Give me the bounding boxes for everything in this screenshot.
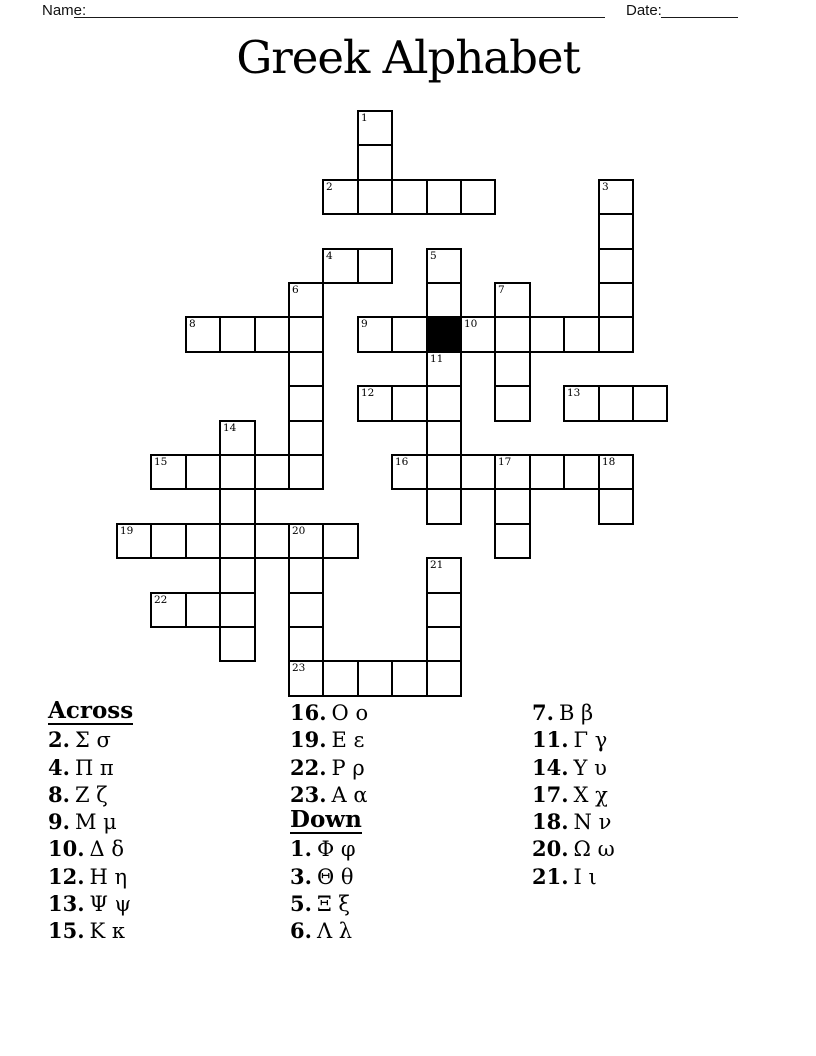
grid-cell[interactable] [219, 626, 256, 662]
cell-number: 11 [430, 353, 444, 365]
clue-text: Ω ω [573, 837, 615, 862]
clue-item [48, 917, 133, 944]
grid-cell[interactable] [322, 523, 359, 559]
cell-number: 17 [498, 456, 512, 468]
grid-cell[interactable] [150, 523, 187, 559]
grid-cell[interactable] [322, 248, 359, 284]
grid-cell[interactable] [150, 454, 187, 490]
clue-text: Γ γ [573, 728, 608, 753]
grid-cell[interactable] [288, 626, 324, 662]
grid-cell[interactable] [185, 592, 221, 628]
grid-cell[interactable] [219, 454, 256, 490]
grid-cell[interactable] [288, 454, 324, 490]
clue-text: Η η [89, 864, 128, 889]
grid-cell[interactable] [598, 248, 634, 284]
grid-cell[interactable] [598, 213, 634, 250]
grid-cell[interactable] [426, 557, 462, 594]
grid-cell[interactable] [391, 660, 428, 697]
grid-cell[interactable] [254, 523, 290, 559]
clue-text: Φ φ [316, 837, 356, 862]
clue-item [290, 726, 368, 753]
grid-cell[interactable] [185, 523, 221, 559]
clues-heading-across [48, 699, 133, 726]
clue-number: 3. [290, 863, 312, 889]
page-title: Greek Alphabet [236, 31, 580, 84]
grid-cell[interactable] [254, 454, 290, 490]
grid-cell[interactable] [632, 385, 668, 422]
cell-number: 10 [464, 318, 478, 330]
cell-number: 23 [292, 662, 306, 674]
grid-cell[interactable] [357, 248, 393, 284]
clue-text: Λ λ [316, 919, 353, 944]
clue-number: 5. [290, 891, 312, 917]
grid-cell[interactable] [529, 454, 565, 490]
grid-cell[interactable] [494, 282, 531, 318]
grid-cell[interactable] [288, 592, 324, 628]
grid-cell[interactable] [357, 316, 393, 353]
clue-item [48, 863, 133, 890]
grid-cell[interactable] [185, 316, 221, 353]
clue-text: Χ χ [573, 782, 608, 807]
grid-cell[interactable] [357, 144, 393, 181]
grid-cell[interactable] [150, 592, 187, 628]
cell-number: 16 [395, 456, 409, 468]
clue-column [290, 699, 368, 945]
clue-text: Δ δ [89, 837, 125, 862]
grid-cell[interactable] [322, 660, 359, 697]
grid-cell[interactable] [288, 660, 324, 697]
clue-text: Ο ο [331, 701, 369, 725]
clue-item [532, 835, 615, 862]
grid-cell[interactable] [185, 454, 221, 490]
cell-number: 2 [326, 181, 333, 193]
grid-cell[interactable] [426, 351, 462, 387]
clue-item [532, 754, 615, 781]
grid-cell[interactable] [391, 316, 428, 353]
clue-item [290, 754, 368, 781]
grid-cell[interactable] [357, 660, 393, 697]
clue-item [290, 917, 368, 944]
clue-number: 21. [532, 863, 569, 889]
clue-number: 9. [48, 809, 70, 835]
grid-cell[interactable] [288, 385, 324, 422]
clue-item [290, 863, 368, 890]
grid-cell[interactable] [219, 523, 256, 559]
grid-cell[interactable] [288, 557, 324, 594]
grid-cell[interactable] [494, 351, 531, 387]
grid-cell[interactable] [426, 592, 462, 628]
grid-cell[interactable] [426, 660, 462, 697]
clue-text: Ε ε [331, 728, 365, 753]
clue-text: Π π [74, 755, 114, 780]
clue-text: Ρ ρ [331, 755, 365, 780]
clue-item [532, 726, 615, 753]
grid-cell[interactable] [219, 316, 256, 353]
grid-cell[interactable] [288, 523, 324, 559]
grid-cell[interactable] [391, 454, 428, 490]
clue-item [48, 835, 133, 862]
grid-cell[interactable] [357, 179, 393, 215]
cell-number: 4 [326, 250, 333, 262]
grid-cell[interactable] [219, 592, 256, 628]
grid-cell[interactable] [288, 316, 324, 353]
grid-cell[interactable] [529, 316, 565, 353]
grid-cell[interactable] [357, 110, 393, 146]
cell-number: 21 [430, 559, 444, 571]
grid-cell[interactable] [254, 316, 290, 353]
clue-text: Μ μ [74, 810, 117, 835]
clue-number: 11. [532, 727, 569, 753]
clue-number: 12. [48, 863, 85, 889]
clue-text: Ζ ζ [74, 782, 108, 807]
clue-number: 10. [48, 836, 85, 862]
cell-number: 3 [602, 181, 609, 193]
clues-heading-label: Across [48, 697, 134, 724]
grid-cell-black [426, 316, 462, 353]
grid-cell[interactable] [598, 488, 634, 525]
cell-number: 18 [602, 456, 616, 468]
grid-cell[interactable] [219, 488, 256, 525]
grid-cell[interactable] [322, 179, 359, 215]
grid-cell[interactable] [426, 420, 462, 456]
clue-text: Ι ι [573, 864, 597, 889]
clue-number: 13. [48, 891, 85, 917]
grid-cell[interactable] [288, 351, 324, 387]
clue-number: 17. [532, 781, 569, 807]
cell-number: 5 [430, 250, 437, 262]
clue-number: 4. [48, 754, 70, 780]
grid-cell[interactable] [426, 626, 462, 662]
clue-item [532, 699, 615, 726]
grid-cell[interactable] [426, 248, 462, 284]
cell-number: 6 [292, 284, 299, 296]
cell-number: 20 [292, 525, 306, 537]
grid-cell[interactable] [494, 488, 531, 525]
clue-text: Θ θ [316, 864, 354, 889]
grid-cell[interactable] [460, 179, 496, 215]
grid-cell[interactable] [494, 523, 531, 559]
clue-column [532, 699, 615, 890]
clues-heading-label: Down [290, 806, 362, 834]
clue-number: 1. [290, 836, 312, 862]
clue-text: Β β [558, 701, 594, 725]
grid-cell[interactable] [494, 454, 531, 490]
clue-text: Ψ ψ [89, 892, 132, 917]
cell-number: 8 [189, 318, 196, 330]
grid-cell[interactable] [219, 557, 256, 594]
clue-number: 19. [290, 727, 327, 753]
clue-number: 2. [48, 727, 70, 753]
grid-cell[interactable] [460, 454, 496, 490]
cell-number: 13 [567, 387, 581, 399]
clue-item [48, 754, 133, 781]
grid-cell[interactable] [426, 454, 462, 490]
grid-cell[interactable] [116, 523, 152, 559]
clue-item [532, 808, 615, 835]
clue-number: 23. [290, 781, 327, 807]
cell-number: 14 [223, 422, 237, 434]
grid-cell[interactable] [426, 282, 462, 318]
grid-cell[interactable] [288, 282, 324, 318]
clue-text: Σ σ [74, 728, 111, 753]
clue-item [48, 808, 133, 835]
clue-number: 20. [532, 836, 569, 862]
cell-number: 9 [361, 318, 368, 330]
clue-number: 8. [48, 781, 70, 807]
clue-text: Υ υ [573, 755, 607, 780]
clue-item [532, 781, 615, 808]
grid-cell[interactable] [598, 282, 634, 318]
cell-number: 12 [361, 387, 375, 399]
clue-number: 7. [532, 700, 554, 725]
clue-text: Κ κ [89, 919, 126, 944]
grid-cell[interactable] [288, 420, 324, 456]
cell-number: 22 [154, 594, 168, 606]
clue-number: 22. [290, 754, 327, 780]
grid-cell[interactable] [563, 316, 600, 353]
grid-cell[interactable] [494, 316, 531, 353]
clue-number: 15. [48, 918, 85, 944]
clue-item [290, 890, 368, 917]
grid-cell[interactable] [219, 420, 256, 456]
clue-item [532, 863, 615, 890]
cell-number: 19 [120, 525, 134, 537]
grid-cell[interactable] [563, 385, 600, 422]
clue-text: Ξ ξ [316, 892, 350, 917]
grid-cell[interactable] [460, 316, 496, 353]
clue-number: 14. [532, 754, 569, 780]
clue-item [290, 835, 368, 862]
clue-text: Ν ν [573, 810, 612, 835]
grid-cell[interactable] [494, 385, 531, 422]
grid-cell[interactable] [391, 179, 428, 215]
grid-cell[interactable] [598, 316, 634, 353]
clues-heading-down [290, 808, 368, 835]
clue-item [290, 699, 368, 726]
grid-cell[interactable] [598, 179, 634, 215]
cell-number: 15 [154, 456, 168, 468]
grid-cell[interactable] [598, 385, 634, 422]
clue-number: 16. [290, 700, 327, 725]
clue-item [48, 781, 133, 808]
date-label: Date: [626, 2, 662, 19]
clue-number: 18. [532, 809, 569, 835]
cell-number: 1 [361, 112, 368, 124]
grid-cell[interactable] [357, 385, 393, 422]
grid-cell[interactable] [598, 454, 634, 490]
grid-cell[interactable] [426, 385, 462, 422]
clue-text: Α α [331, 782, 368, 807]
grid-cell[interactable] [391, 385, 428, 422]
name-label: Name: [42, 2, 87, 19]
grid-cell[interactable] [563, 454, 600, 490]
clue-item [290, 781, 368, 808]
clue-column [48, 699, 133, 945]
clue-item [48, 726, 133, 753]
grid-cell[interactable] [426, 179, 462, 215]
grid-cell[interactable] [426, 488, 462, 525]
clue-number: 6. [290, 918, 312, 944]
clue-item [48, 890, 133, 917]
cell-number: 7 [498, 284, 505, 296]
